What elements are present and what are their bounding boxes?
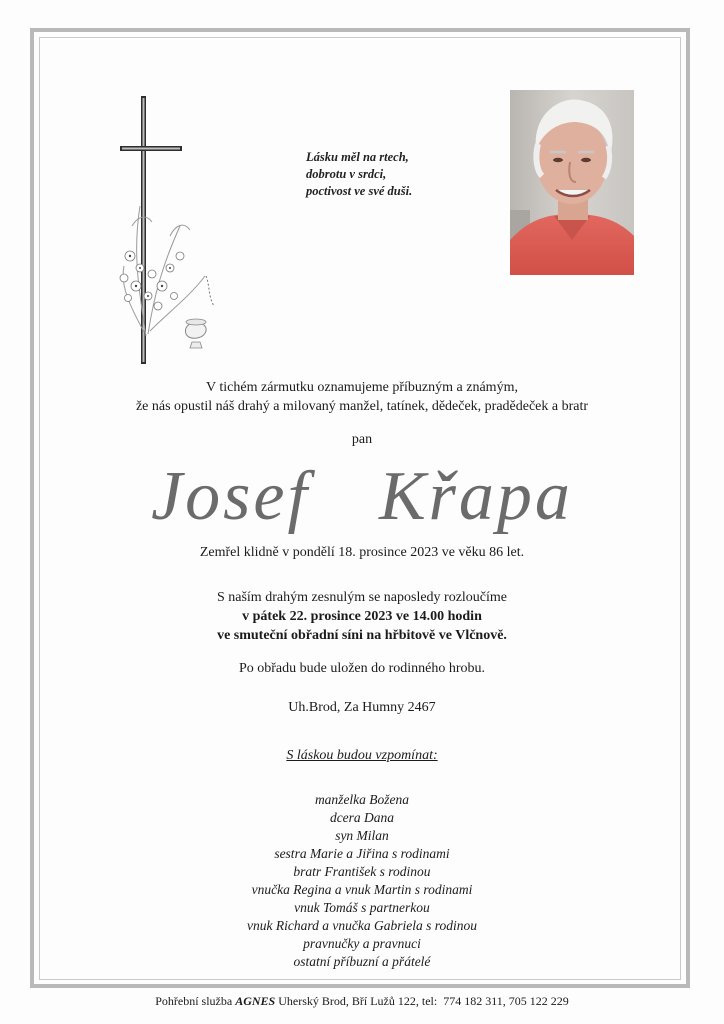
mourner-item: manželka Božena — [314, 792, 410, 807]
mourner-item: vnučka Regina a vnuk Martin s rodinami — [251, 882, 473, 897]
farewell-line: S naším drahým zesnulým se naposledy rozloučíme — [216, 590, 508, 605]
quote-line: Lásku měl na rtech, — [306, 150, 409, 164]
quote-line: poctivost ve své duši. — [306, 184, 413, 198]
mourner-item: sestra Marie a Jiřina s rodinami — [274, 846, 450, 861]
family-address: Uh.Brod, Za Humny 2467 — [288, 700, 436, 715]
mourner-item: bratr František s rodinou — [293, 864, 431, 879]
announcement-line: že nás opustil náš drahý a milovaný manžel, tatínek, dědeček, pradědeček a bratr — [135, 399, 589, 414]
funeral-date: v pátek 22. prosince 2023 ve 14.00 hodin — [242, 609, 482, 624]
quote-line: dobrotu v srdci, — [306, 167, 387, 181]
honorific: pan — [351, 432, 373, 447]
mourner-item: dcera Dana — [329, 810, 395, 825]
footer-contact: Uherský Brod, Bří Lužů 122, tel: 774 182 311, 705 122 229 — [275, 994, 569, 1008]
portrait-photo — [510, 90, 634, 275]
footer-prefix: Pohřební služba — [155, 994, 236, 1008]
mourner-item: vnuk Tomáš s partnerkou — [294, 900, 430, 915]
funeral-service-footer — [0, 994, 724, 1009]
funeral-place: ve smuteční obřadní síni na hřbitově ve Vlčnově. — [217, 628, 507, 643]
mourner-item: ostatní příbuzní a přátelé — [293, 954, 431, 969]
funeral-details — [0, 588, 724, 645]
mourner-item: vnuk Richard a vnučka Gabriela s rodinou — [247, 918, 477, 933]
mourners-heading: S láskou budou vzpomínat: — [286, 748, 438, 763]
mourner-item: pravnučky a pravnuci — [303, 936, 421, 951]
mourners-list — [0, 791, 724, 971]
memorial-quote — [306, 149, 466, 200]
announcement-text — [0, 378, 724, 416]
cross-flowers-ornament — [110, 96, 225, 368]
deceased-name: Josef Křapa — [151, 458, 573, 535]
burial-note: Po obřadu bude uložen do rodinného hrobu. — [238, 661, 486, 676]
death-notice: Zemřel klidně v pondělí 18. prosince 2023 ve věku 86 let. — [199, 545, 525, 560]
mourner-item: syn Milan — [335, 828, 389, 843]
announcement-line: V tichém zármutku oznamujeme příbuzným a známým, — [206, 380, 518, 395]
agency-name: AGNES — [235, 994, 276, 1008]
